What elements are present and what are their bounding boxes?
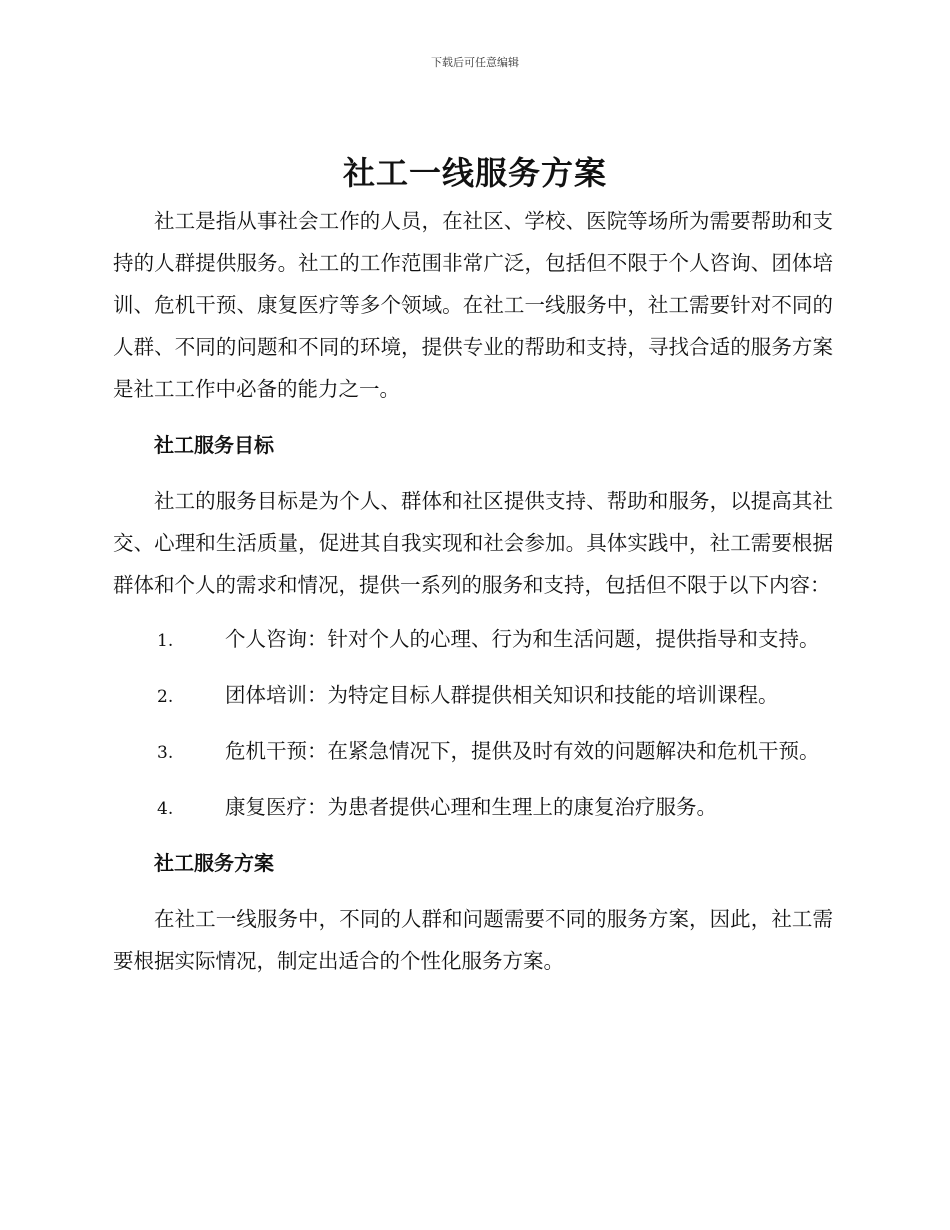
list-text: 团体培训：为特定目标人群提供相关知识和技能的培训课程。	[225, 683, 779, 707]
page-title: 社工一线服务方案	[342, 154, 607, 192]
intro-paragraph: 社工是指从事社会工作的人员，在社区、学校、医院等场所为需要帮助和支持的人群提供服务。社工的工作范围非常广泛，包括但不限于个人咨询、团体培训、危机干预、康复医疗等多个领域。在社工一线服务中，社工需要针对不同的人群、不同的问题和不同的环境，提供专业的帮助和支持，寻找合适的服务方案是社工工作中必备的能力之一。	[113, 209, 833, 401]
list-number: 4.	[157, 799, 174, 819]
section-heading-plan: 社工服务方案	[154, 851, 274, 875]
list-text: 康复医疗：为患者提供心理和生理上的康复治疗服务。	[225, 795, 717, 819]
list-number: 1.	[157, 631, 174, 651]
plan-paragraph: 在社工一线服务中，不同的人群和问题需要不同的服务方案，因此，社工需要根据实际情况，制定出适合的个性化服务方案。	[113, 907, 833, 973]
list-text: 个人咨询：针对个人的心理、行为和生活问题，提供指导和支持。	[225, 627, 820, 651]
document-body	[113, 200, 833, 982]
section-heading-goals: 社工服务目标	[154, 433, 274, 457]
list-item	[113, 786, 833, 830]
list-number: 3.	[157, 743, 174, 763]
list-item	[113, 730, 833, 774]
list-number: 2.	[157, 687, 174, 707]
list-item	[113, 674, 833, 718]
list-text: 危机干预：在紧急情况下，提供及时有效的问题解决和危机干预。	[225, 739, 820, 763]
header-note: 下载后可任意编辑	[431, 56, 519, 69]
goals-paragraph: 社工的服务目标是为个人、群体和社区提供支持、帮助和服务，以提高其社交、心理和生活质量，促进其自我实现和社会参加。具体实践中，社工需要根据群体和个人的需求和情况，提供一系列的服务和支持，包括但不限于以下内容：	[113, 489, 833, 597]
list-item	[113, 618, 833, 662]
